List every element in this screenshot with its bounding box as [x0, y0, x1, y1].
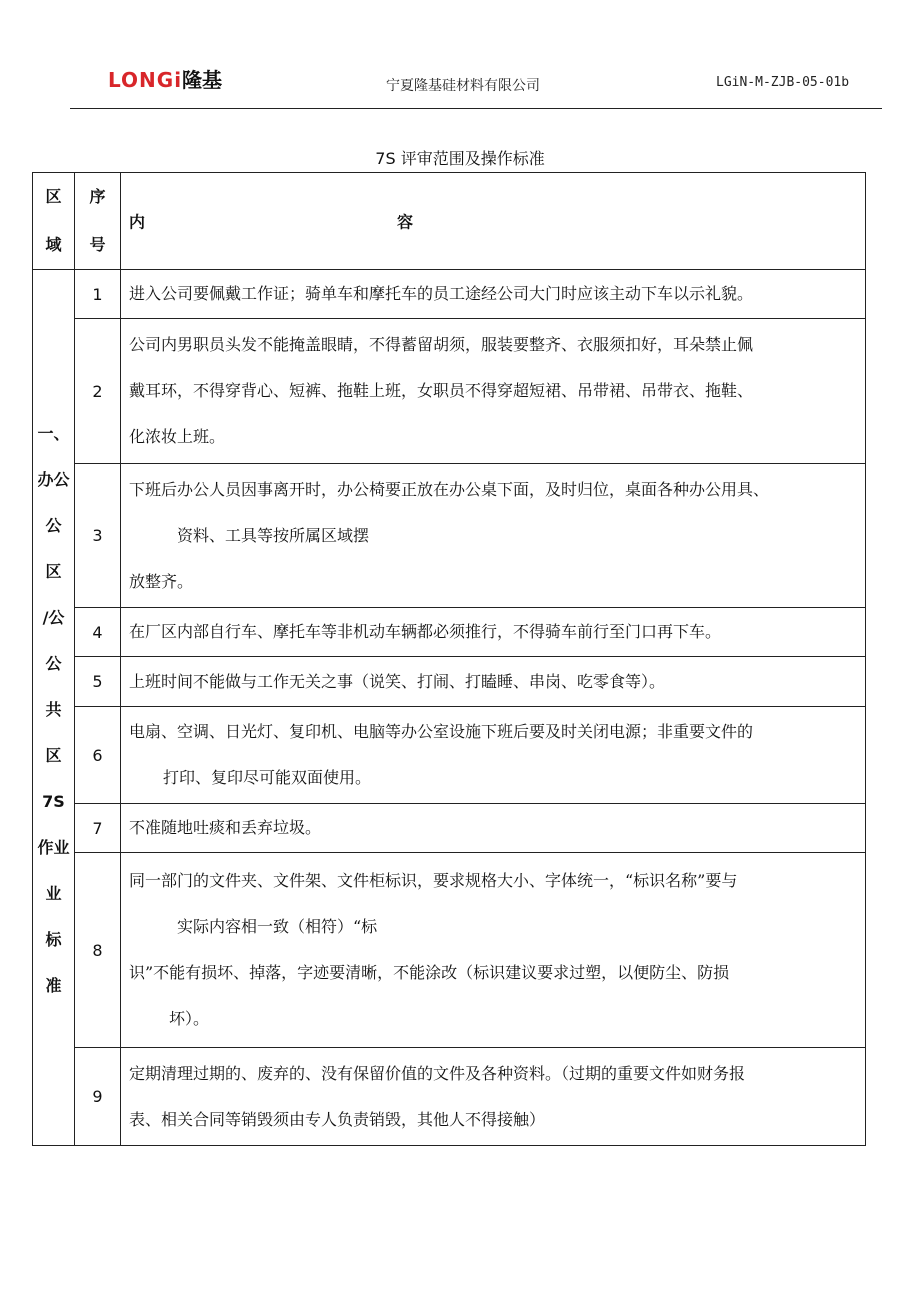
content-line: 公司内男职员头发不能掩盖眼睛，不得蓄留胡须，服装要整齐、衣服须扣好，耳朵禁止佩	[129, 335, 754, 354]
standards-table	[32, 172, 866, 1146]
content-line: 化浓妆上班。	[129, 427, 226, 446]
table-row	[33, 853, 866, 1048]
area-label-part: 一、	[37, 423, 70, 443]
header-no-char: 序	[89, 187, 106, 206]
area-label-part: 公	[45, 515, 62, 535]
area-label-part: 作业	[37, 837, 70, 857]
row-content	[121, 804, 866, 853]
row-number: 2	[75, 319, 121, 464]
logo-cn-text: 隆基	[182, 68, 223, 92]
row-content	[121, 464, 866, 608]
area-label-part: 公	[45, 653, 62, 673]
content-line: 放整齐。	[129, 571, 194, 591]
table-header-row	[33, 173, 866, 270]
area-label-part: 共	[45, 699, 62, 719]
header-content-char: 内	[129, 212, 146, 232]
area-label-part: 业	[45, 883, 62, 903]
header-content-cell	[121, 173, 866, 270]
content-line: 表、相关合同等销毁须由专人负责销毁，其他人不得接触）	[129, 1109, 546, 1129]
table-row	[33, 270, 866, 319]
area-label-part: 办公	[37, 469, 70, 489]
table-row	[33, 1048, 866, 1146]
content-line: 在厂区内部自行车、摩托车等非机动车辆都必须推行，不得骑车前行至门口再下车。	[129, 622, 722, 641]
area-label-part: 区	[45, 561, 62, 581]
header-no-char: 号	[89, 235, 106, 254]
company-name: 宁夏隆基硅材料有限公司	[386, 78, 540, 94]
header-divider	[70, 108, 882, 109]
area-label-part: 区	[45, 745, 62, 765]
row-number: 1	[75, 270, 121, 319]
row-number: 3	[75, 464, 121, 608]
area-label-part: 7S	[42, 791, 65, 811]
content-line: 下班后办公人员因事离开时，办公椅要正放在办公桌下面，及时归位，桌面各种办公用具、	[129, 479, 770, 499]
row-number: 6	[75, 707, 121, 804]
content-line: 资料、工具等按所属区域摆	[177, 525, 370, 545]
row-number: 9	[75, 1048, 121, 1146]
page-header	[0, 0, 920, 112]
area-label-part: 准	[45, 975, 62, 995]
table-row	[33, 464, 866, 608]
table-row	[33, 804, 866, 853]
row-number: 5	[75, 657, 121, 707]
row-content	[121, 608, 866, 657]
table-row	[33, 707, 866, 804]
area-label-part: 标	[45, 929, 62, 949]
header-area-char: 域	[45, 235, 62, 254]
row-content	[121, 853, 866, 1048]
content-line: 打印、复印尽可能双面使用。	[163, 768, 372, 787]
header-no-cell	[75, 173, 121, 270]
content-line: 进入公司要佩戴工作证；骑单车和摩托车的员工途经公司大门时应该主动下车以示礼貌。	[129, 284, 754, 303]
row-content	[121, 270, 866, 319]
content-line: 戴耳环，不得穿背心、短裤、拖鞋上班，女职员不得穿超短裙、吊带裙、吊带衣、拖鞋、	[129, 381, 754, 400]
content-line: 坏）。	[169, 1009, 210, 1028]
table-row	[33, 657, 866, 707]
area-label-part: /公	[42, 607, 65, 627]
header-area-cell	[33, 173, 75, 270]
row-content	[121, 1048, 866, 1146]
row-content	[121, 319, 866, 464]
content-line: 电扇、空调、日光灯、复印机、电脑等办公室设施下班后要及时关闭电源；非重要文件的	[129, 722, 754, 741]
row-number: 7	[75, 804, 121, 853]
content-line: 上班时间不能做与工作无关之事（说笑、打闹、打瞌睡、串岗、吃零食等）。	[129, 671, 666, 691]
document-title: 7S 评审范围及操作标准	[375, 149, 545, 168]
table-row	[33, 319, 866, 464]
document-code: LGiN-M-ZJB-05-01b	[716, 75, 850, 90]
content-line: 识”不能有损坏、掉落，字迹要清晰，不能涂改（标识建议要求过塑，以便防尘、防损	[129, 963, 730, 982]
logo-text: LONGi	[108, 68, 183, 92]
row-number: 4	[75, 608, 121, 657]
content-line: 实际内容相一致（相符）“标	[177, 917, 378, 936]
header-area-char: 区	[45, 187, 62, 206]
row-content	[121, 707, 866, 804]
content-line: 定期清理过期的、废弃的、没有保留价值的文件及各种资料。（过期的重要文件如财务报	[129, 1063, 746, 1083]
content-line: 同一部门的文件夹、文件架、文件柜标识，要求规格大小、字体统一，“标识名称”要与	[129, 871, 738, 890]
header-content-char: 容	[397, 212, 414, 232]
table-row	[33, 608, 866, 657]
row-content	[121, 657, 866, 707]
row-number: 8	[75, 853, 121, 1048]
company-logo	[108, 64, 222, 93]
content-line: 不准随地吐痰和丢弃垃圾。	[129, 818, 322, 837]
area-label-cell	[33, 270, 75, 1146]
